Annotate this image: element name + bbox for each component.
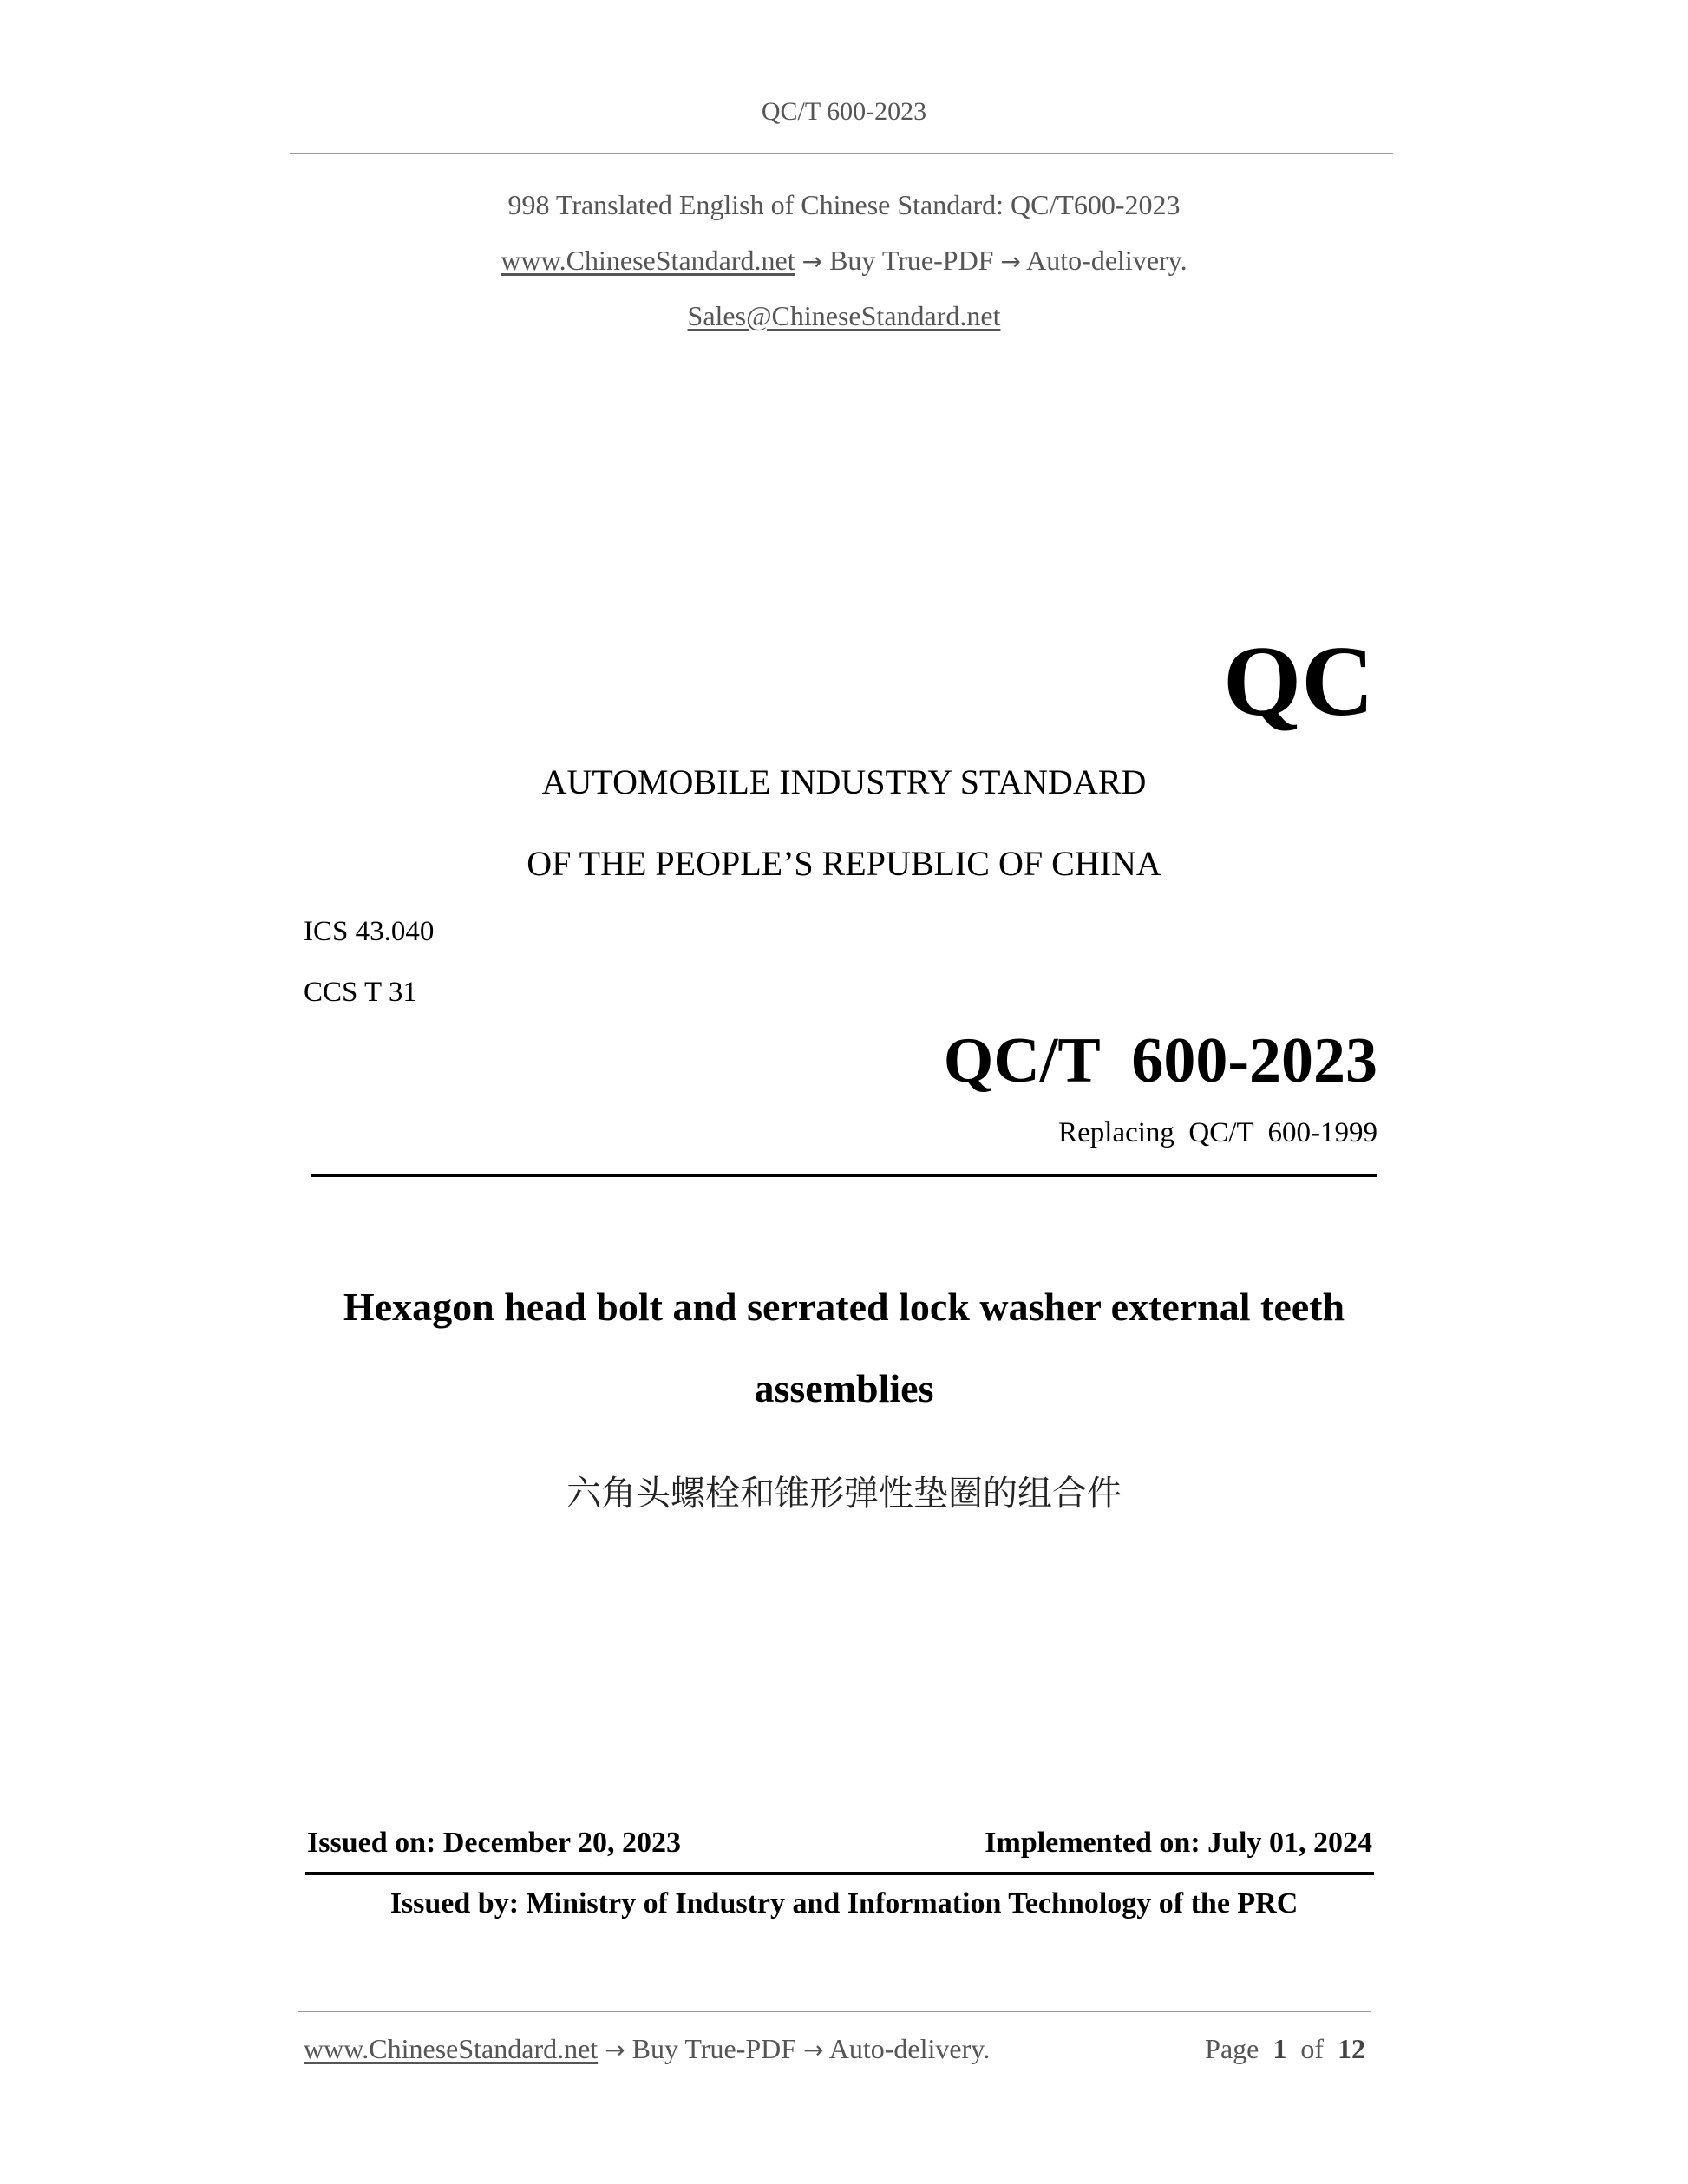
issue-divider	[305, 1872, 1374, 1875]
title-divider	[311, 1174, 1377, 1177]
document-title-en	[0, 1266, 1688, 1429]
ccs-code: CCS T 31	[304, 977, 417, 1008]
document-title-cn: 六角头螺栓和锥形弹性垫圈的组合件	[566, 1474, 1122, 1514]
footer-site-link[interactable]: www.ChineseStandard.net	[304, 2033, 599, 2064]
footer-delivery-text: Auto-delivery.	[828, 2033, 991, 2064]
footer-divider	[298, 2011, 1371, 2012]
ics-code: ICS 43.040	[304, 916, 435, 947]
running-header: QC/T 600-2023	[761, 97, 927, 126]
promo-line	[0, 245, 1688, 277]
issued-by: Issued by: Ministry of Industry and Information Technology of the PRC	[389, 1887, 1299, 1919]
page-indicator	[1205, 2033, 1365, 2065]
footer-promo	[304, 2033, 990, 2065]
buy-true-pdf-text: Buy True-PDF	[829, 245, 994, 276]
header-divider	[290, 153, 1393, 154]
translation-notice: 998 Translated English of Chinese Standard: QC/T600-2023	[507, 189, 1181, 220]
page-total: 12	[1338, 2033, 1365, 2064]
sales-line	[0, 300, 1688, 332]
standard-number: QC/T 600-2023	[943, 1025, 1377, 1096]
replacing-standard: Replacing QC/T 600-1999	[1058, 1117, 1377, 1148]
sales-email-link[interactable]: Sales@ChineseStandard.net	[687, 300, 1001, 331]
standard-mark: QC	[1223, 626, 1374, 737]
auto-delivery-text: Auto-delivery.	[1026, 245, 1187, 276]
arrow-right-icon: →	[801, 247, 823, 276]
page-of: of	[1300, 2033, 1324, 2064]
footer-buy-text: Buy True-PDF	[631, 2033, 797, 2064]
implemented-on-date: Implemented on: July 01, 2024	[985, 1827, 1372, 1859]
authority-line-2: OF THE PEOPLE’S REPUBLIC OF CHINA	[527, 844, 1161, 883]
title-en-line-2: assemblies	[754, 1366, 934, 1410]
arrow-right-icon: →	[605, 2036, 625, 2064]
site-link[interactable]: www.ChineseStandard.net	[501, 245, 795, 276]
page-current: 1	[1273, 2033, 1287, 2064]
issued-on-date: Issued on: December 20, 2023	[307, 1827, 681, 1859]
authority-line-1: AUTOMOBILE INDUSTRY STANDARD	[541, 762, 1147, 801]
title-en-line-1: Hexagon head bolt and serrated lock washer external teeth	[343, 1285, 1345, 1329]
arrow-right-icon: →	[1000, 247, 1021, 276]
page-label: Page	[1205, 2033, 1259, 2064]
arrow-right-icon: →	[803, 2036, 824, 2064]
